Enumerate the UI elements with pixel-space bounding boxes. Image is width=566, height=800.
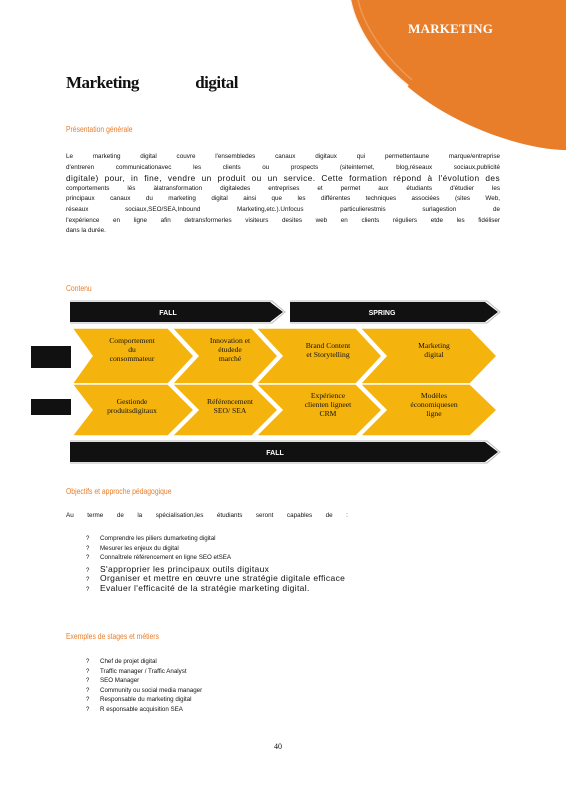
chevron-label: Marketing digital bbox=[418, 341, 450, 359]
left-marker-block bbox=[31, 399, 71, 415]
curriculum-diagram bbox=[0, 290, 566, 470]
para-line: l'expérience en ligne afin detransformerles visiteurs desites web en clients réguliers etde les fidéliser bbox=[66, 216, 500, 224]
list-item: ? SEO Manager bbox=[86, 677, 140, 685]
para-line: digitale) pour, in fine, vendre un produit ou un service. Cette formation répond à l'évolution des bbox=[66, 173, 500, 184]
page-number: 40 bbox=[274, 742, 282, 751]
chevron-label: Gestionde produitsdigitaux bbox=[107, 397, 157, 415]
presentation-paragraph bbox=[66, 152, 500, 237]
title-word-1: Marketing bbox=[66, 73, 139, 92]
list-item: ? Responsable du marketing digital bbox=[86, 696, 192, 704]
chevron-label: Innovation et étudede marché bbox=[209, 336, 251, 363]
para-line: Le marketing digital couvre l'ensembledes canaux digitaux qui permettentaune marque/entreprise bbox=[66, 153, 500, 160]
list-item: ? Organiser et mettre en œuvre une stratégie digitale efficace bbox=[86, 573, 346, 584]
page-title bbox=[66, 73, 238, 93]
list-item: ? Traffic manager / Traffic Analyst bbox=[86, 667, 187, 675]
list-item: ? Comprendre les piliers dumarketing digital bbox=[86, 535, 216, 542]
objectifs-intro: Au terme de la spécialisation,les étudiants seront capables de : bbox=[66, 512, 348, 519]
para-line: d'entreren communicationavec les clients ou prospects (siteinternet, blog,réseaux sociaux,publicité bbox=[66, 163, 500, 171]
list-item: ? Connaîtrele référencement en ligne SEO etSEA bbox=[86, 554, 232, 562]
list-item: ? Chef de projet digital bbox=[86, 658, 157, 665]
list-item: ? Mesurer les enjeux du digital bbox=[86, 544, 179, 552]
chevron-label: Modèles économiquesen ligne bbox=[410, 391, 458, 418]
left-marker-block bbox=[31, 346, 71, 368]
para-line: réseaux sociaux,SEO/SEA,Inbound Marketing,etc.).Unfocus particulierestmis surlagestion de bbox=[66, 205, 500, 213]
list-item: ? Community ou social media manager bbox=[86, 686, 203, 694]
exemples-list bbox=[86, 658, 202, 716]
list-item: ? S'approprier les principaux outils digitaux bbox=[86, 563, 270, 574]
chevron-label: Comportement du consommateur bbox=[109, 336, 155, 363]
para-line: dans la durée. bbox=[66, 227, 106, 235]
presentation-heading: Présentation générale bbox=[66, 125, 133, 134]
para-line: principaux canaux du marketing digital ainsi que les différentes techniques associées (sites Web, bbox=[66, 195, 500, 203]
fall-top-label: FALL bbox=[159, 310, 177, 317]
objectifs-heading: Objectifs et approche pédagogique bbox=[66, 487, 172, 496]
title-word-2: digital bbox=[195, 73, 238, 92]
list-item: ? R esponsable acquisition SEA bbox=[86, 705, 183, 713]
chevron-label: Brand Content et Storytelling bbox=[305, 341, 351, 359]
header-tag: MARKETING bbox=[408, 21, 493, 36]
spring-label: SPRING bbox=[368, 310, 396, 317]
chevron-label: Référencement SEO/ SEA bbox=[207, 397, 253, 415]
list-item: ? Evaluer l'efficacité de la stratégie marketing digital. bbox=[86, 582, 310, 593]
fall-bottom-label: FALL bbox=[266, 450, 284, 457]
exemples-heading: Exemples de stages et métiers bbox=[66, 632, 159, 641]
fall-bottom-bar bbox=[70, 442, 498, 462]
chevron-label: Expérience clienten ligneet CRM bbox=[304, 391, 352, 418]
contenu-heading: Contenu bbox=[66, 284, 92, 293]
para-line: comportements lés àlatransformation digitaledes entreprises et permet aux étudiants d'étudier les bbox=[66, 184, 500, 192]
objectifs-list bbox=[86, 535, 345, 593]
